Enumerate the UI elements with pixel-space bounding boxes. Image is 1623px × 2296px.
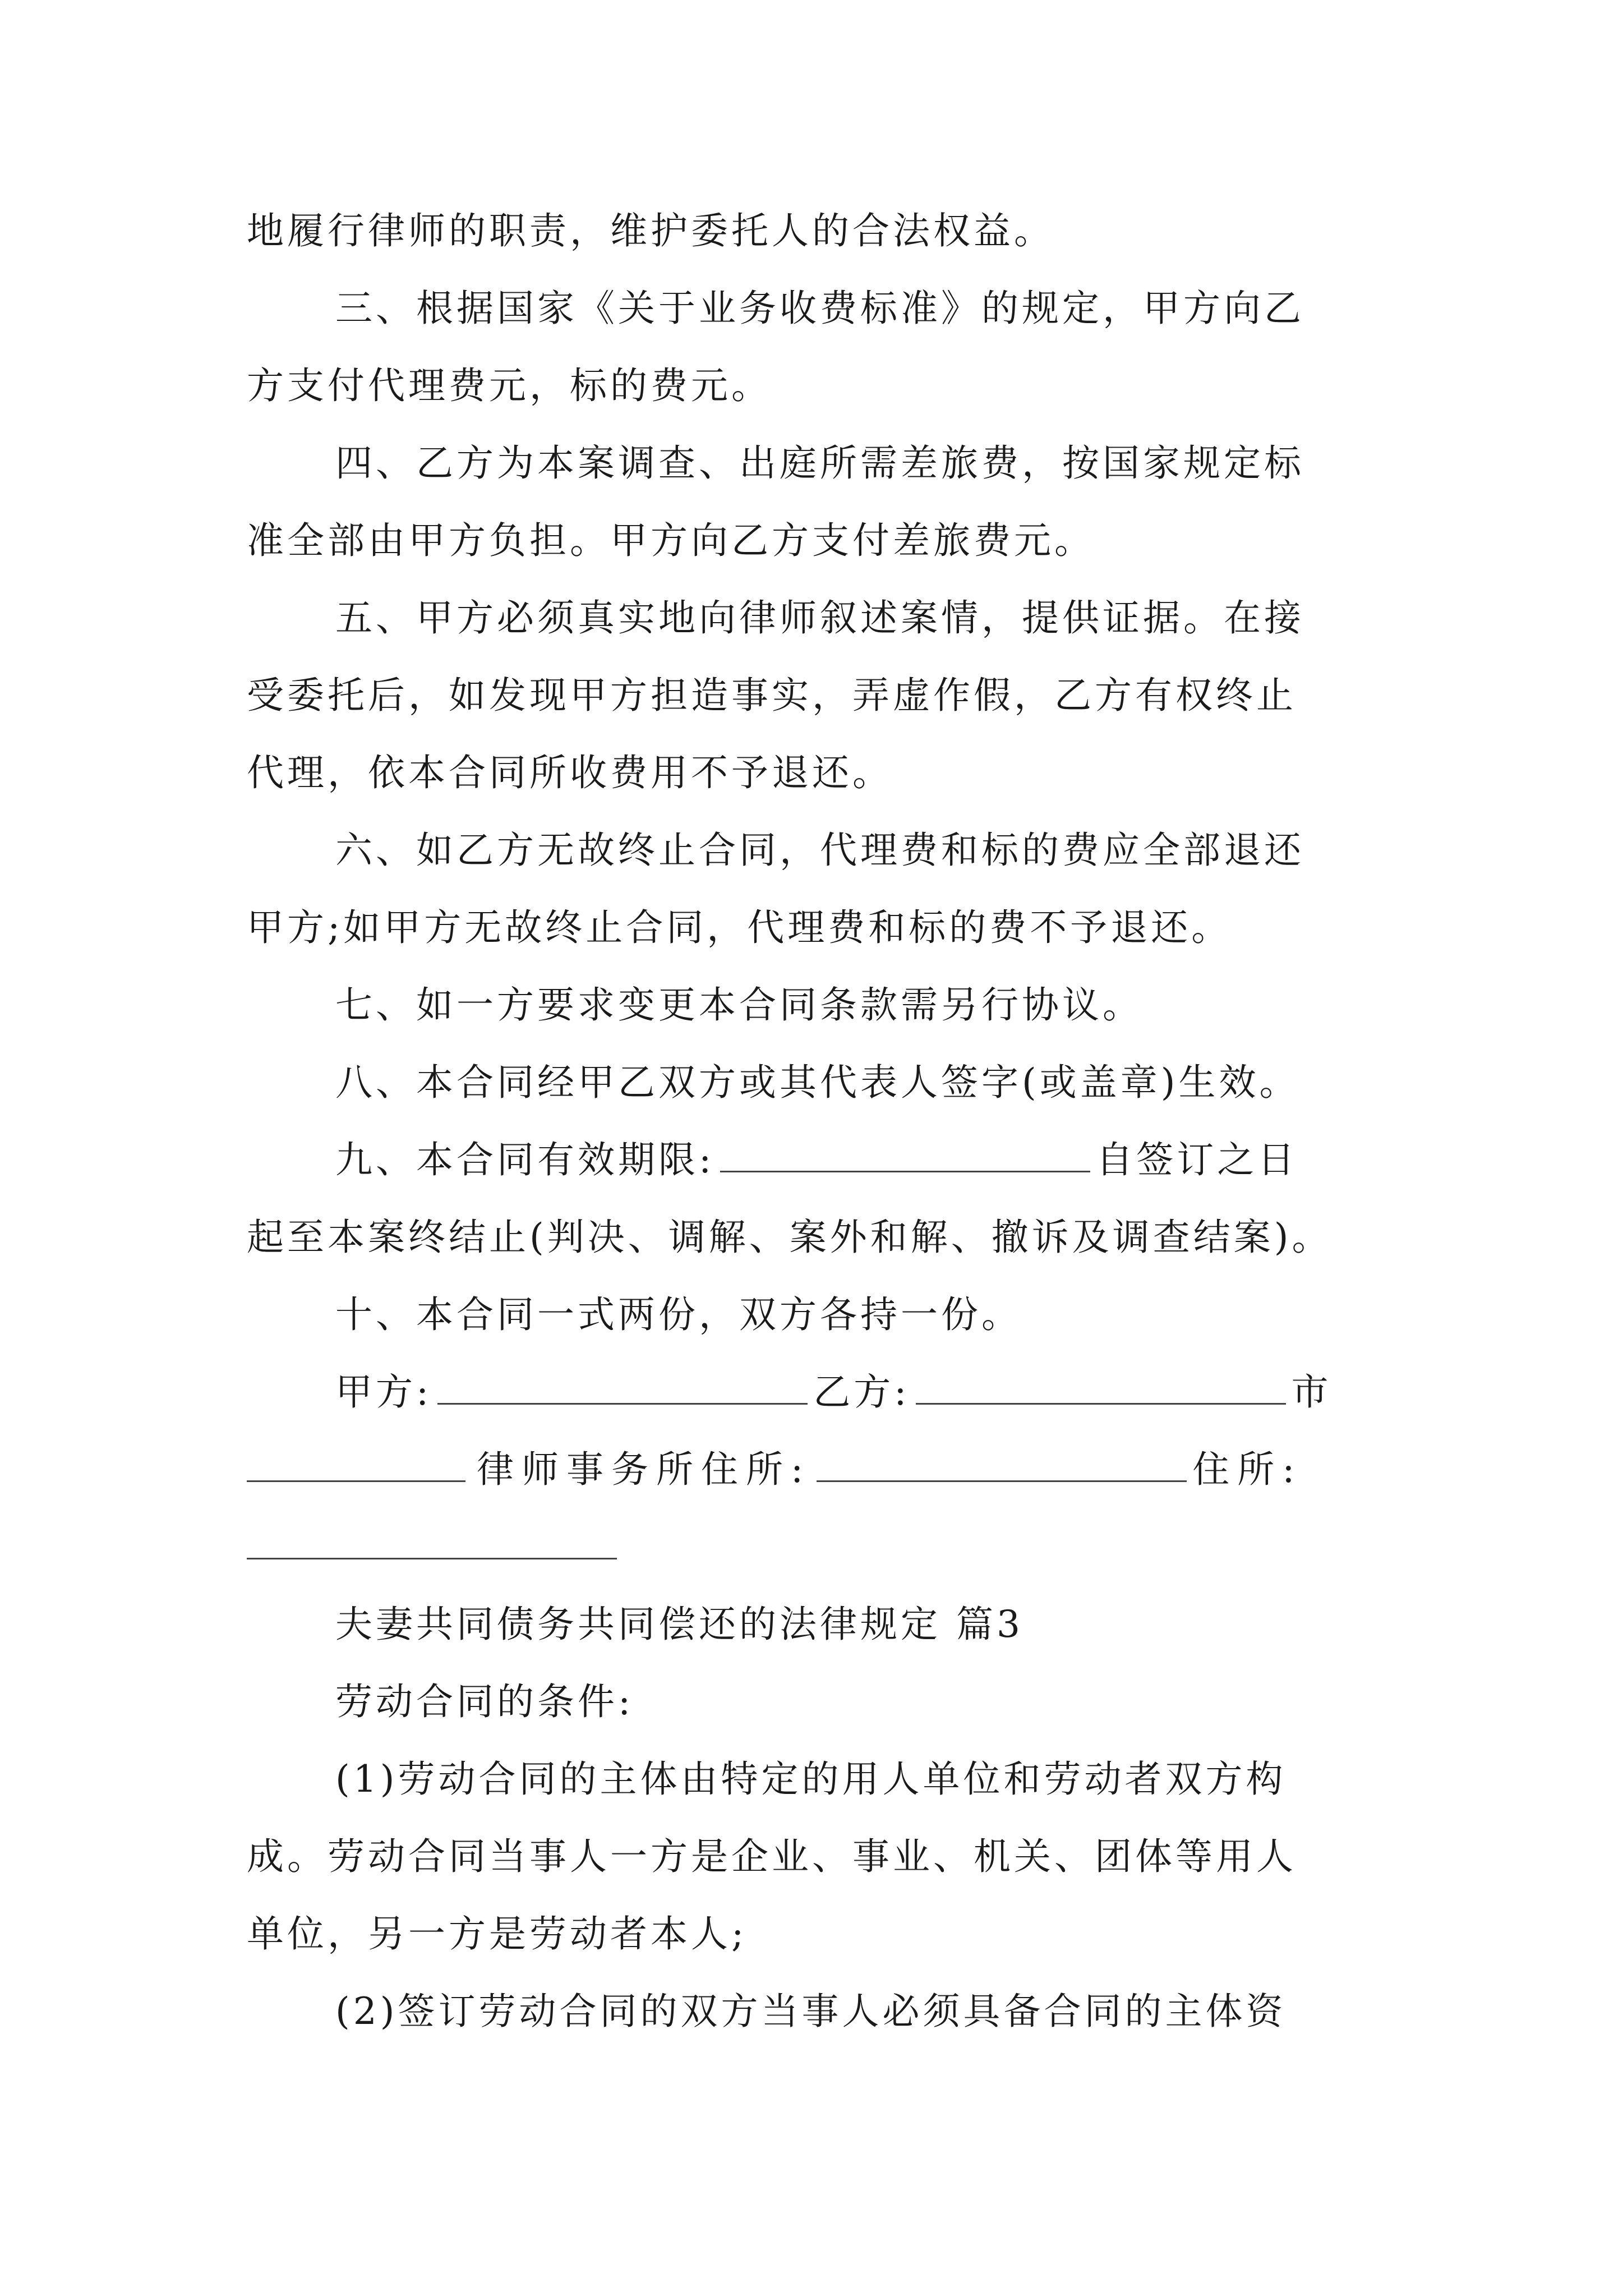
subheading: 劳动合同的条件: [335, 1680, 634, 1723]
signature-addresses [247, 1447, 1303, 1492]
clause-3: 三、根据国家《关于业务收费标准》的规定，甲方向乙 [335, 287, 1304, 330]
text-line: 受委托后，如发现甲方担造事实，弄虚作假，乙方有权终止 [247, 674, 1297, 717]
text-line: 成。劳动合同当事人一方是企业、事业、机关、团体等用人 [247, 1835, 1297, 1878]
text-line: 单位，另一方是劳动者本人; [247, 1912, 748, 1955]
clause-7: 七、如一方要求变更本合同条款需另行协议。 [335, 983, 1143, 1027]
party-a-label: 甲方: [335, 1370, 432, 1414]
text-line: 地履行律师的职责，维护委托人的合法权益。 [247, 209, 1054, 252]
clause-8: 八、本合同经甲乙双方或其代表人签字(或盖章)生效。 [335, 1061, 1300, 1104]
clause-6: 六、如乙方无故终止合同，代理费和标的费应全部退还 [335, 829, 1304, 872]
city-blank [247, 1448, 465, 1482]
party-b-label: 乙方: [813, 1370, 910, 1414]
condition-2: (2)签订劳动合同的双方当事人必须具备合同的主体资 [335, 1990, 1287, 2033]
validity-blank [720, 1138, 1090, 1172]
clause-9 [335, 1138, 1298, 1182]
validity-label: 九、本合同有效期限: [335, 1138, 715, 1181]
law-firm-address-blank [817, 1448, 1187, 1482]
text-line: 代理，依本合同所收费用不予退还。 [247, 751, 893, 794]
address-blank-line [247, 1525, 617, 1570]
party-a-blank [437, 1370, 808, 1405]
address-blank [247, 1525, 617, 1559]
text-line: 准全部由甲方负担。甲方向乙方支付差旅费元。 [247, 519, 1095, 562]
city-label: 市 [1291, 1370, 1332, 1414]
law-firm-address-label: 律师事务所住所: [477, 1448, 811, 1491]
validity-suffix: 自签订之日 [1096, 1138, 1298, 1181]
clause-10: 十、本合同一式两份，双方各持一份。 [335, 1293, 1022, 1336]
text-line: 起至本案终结止(判决、调解、案外和解、撤诉及调查结案)。 [247, 1216, 1332, 1259]
text-line: 方支付代理费元，标的费元。 [247, 364, 772, 407]
address-label: 住所: [1192, 1448, 1303, 1491]
section-title: 夫妻共同债务共同偿还的法律规定 篇3 [335, 1603, 1023, 1646]
clause-4: 四、乙方为本案调查、出庭所需差旅费，按国家规定标 [335, 441, 1304, 485]
text-line: 甲方;如甲方无故终止合同，代理费和标的费不予退还。 [247, 906, 1232, 949]
clause-5: 五、甲方必须真实地向律师叙述案情，提供证据。在接 [335, 596, 1304, 639]
condition-1: (1)劳动合同的主体由特定的用人单位和劳动者双方构 [335, 1757, 1287, 1801]
signature-parties [335, 1370, 1332, 1415]
party-b-blank [916, 1370, 1286, 1405]
